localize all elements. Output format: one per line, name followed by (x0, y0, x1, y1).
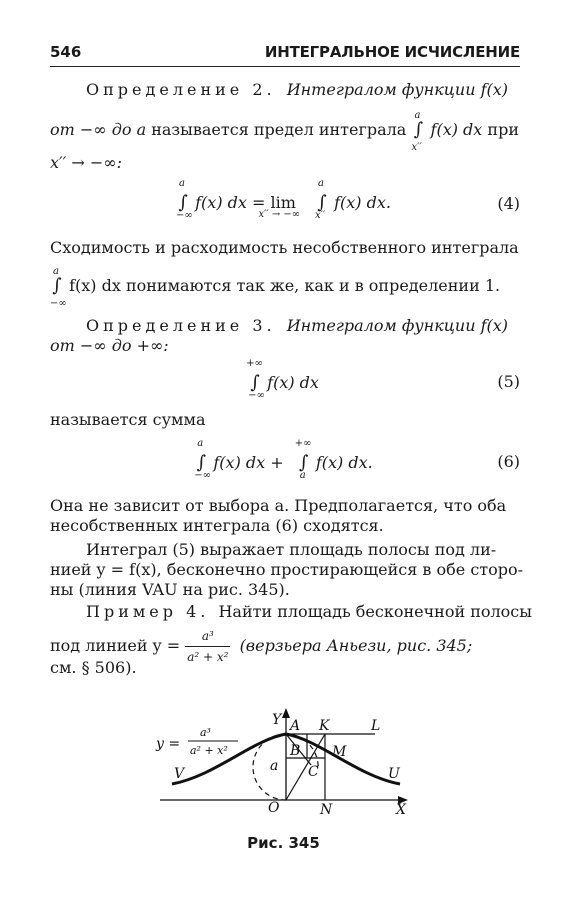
label-B: B (290, 743, 301, 759)
label-V: V (174, 766, 185, 782)
page-number: 546 (50, 43, 82, 61)
label-X: X (396, 802, 406, 818)
example-line2: под линией y = $\frac{\text{a³}}{\text{a² + x²}}$ (верзьера Аньези, рис. 345; (50, 626, 472, 667)
para2: называется сумма (50, 410, 206, 429)
label-M: M (332, 744, 347, 760)
equation-6-number: (6) (497, 452, 520, 471)
label-U: U (388, 766, 400, 782)
def2-line3: x′′ → −∞: (50, 153, 122, 172)
def2-body: f(x) dx (430, 120, 483, 139)
fig-formula-num: a³ (200, 726, 211, 739)
chapter-title: ИНТЕГРАЛЬНОЕ ИСЧИСЛЕНИЕ (264, 43, 520, 61)
label-N: N (320, 802, 333, 818)
def2-from-to: от −∞ до a (50, 120, 147, 139)
figure-caption: Рис. 345 (247, 834, 320, 852)
label-Y: Y (272, 712, 282, 728)
integral-sign: ∫ a x′′ (411, 110, 424, 153)
label-O: O (268, 800, 280, 816)
equation-4: ∫ a −∞ f(x) dx = lim x′′ → −∞ ∫ a x′′ f(x) dx. (176, 178, 391, 221)
def2-line2 (50, 110, 519, 153)
equation-4-number: (4) (497, 194, 520, 213)
page-header (50, 40, 520, 67)
label-A: A (290, 718, 301, 734)
def2-label: Определение 2. (86, 80, 276, 99)
def2-italic: Интегралом функции f(x) (286, 80, 509, 99)
para3-line1: Она не зависит от выбора a. Предполагается, что оба (50, 496, 507, 515)
label-a: a (270, 758, 279, 774)
label-L: L (371, 718, 381, 734)
def3-line1: Определение 3. Интегралом функции f(x) (86, 316, 509, 335)
para1-line1: Сходимость и расходимость несобственного интеграла (50, 238, 519, 257)
example-line3: см. § 506). (50, 658, 137, 677)
fig-formula-lhs: y = (156, 736, 181, 752)
example-line1: Пример 4. Найти площадь бесконечной полосы (86, 602, 532, 621)
def2-text: называется предел интеграла (151, 120, 407, 139)
label-C: C (308, 764, 319, 780)
para4-line2: нией y = f(x), бесконечно простирающейся в обе сторо- (50, 560, 524, 579)
def2-end: при (487, 120, 519, 139)
equation-6: ∫ a −∞ f(x) dx + ∫ +∞ a f(x) dx. (194, 438, 373, 481)
para4-line3: ны (линия VAU на рис. 345). (50, 580, 290, 599)
equation-5: ∫ +∞ −∞ f(x) dx (246, 358, 319, 401)
para1-line2: ∫ a −∞ f(x) dx понимаются так же, как и в определении 1. (50, 266, 501, 309)
figure-345 (0, 700, 567, 840)
equation-5-number: (5) (497, 372, 520, 391)
para4-line1: Интеграл (5) выражает площадь полосы под ли- (86, 540, 497, 559)
def3-line2: от −∞ до +∞: (50, 336, 169, 355)
para3-line2: несобственных интеграла (6) сходятся. (50, 516, 384, 535)
y-axis-arrow (282, 708, 290, 718)
label-K: K (319, 718, 330, 734)
def2-line1 (50, 80, 508, 100)
fig-formula-den: a² + x² (190, 744, 228, 757)
